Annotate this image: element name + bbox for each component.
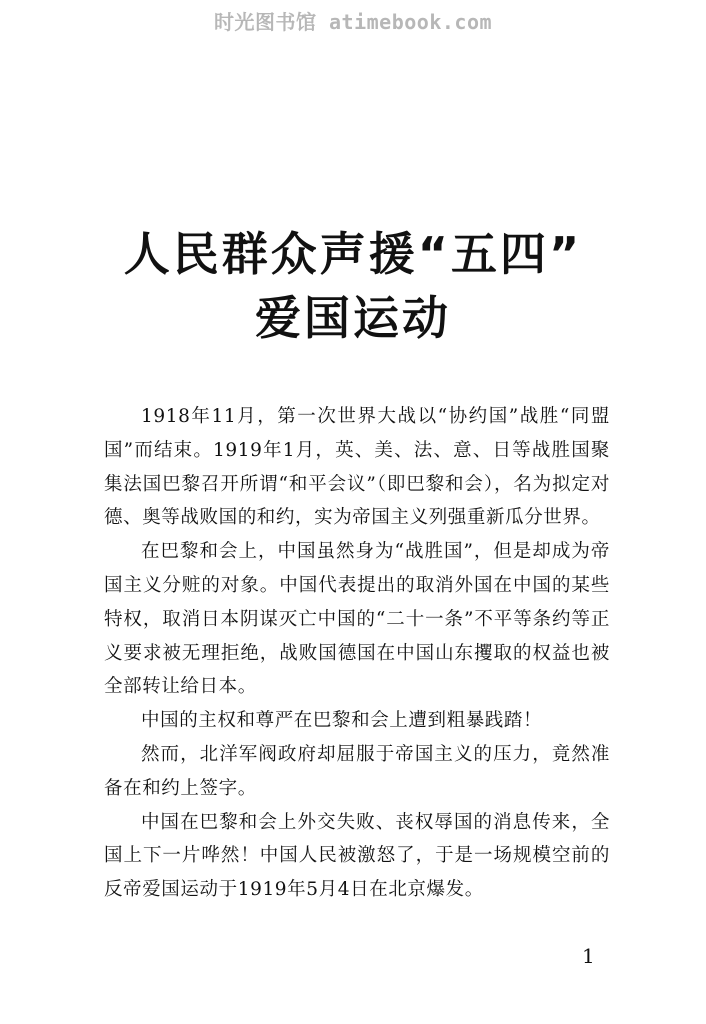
paragraph-5: 中国在巴黎和会上外交失败、丧权辱国的消息传来，全国上下一片哗然！中国人民被激怒了，于是一场规模空前的反帝爱国运动于1919年5月4日在北京爆发。 xyxy=(104,811,610,901)
body-text xyxy=(104,400,610,907)
paragraph-2: 在巴黎和会上，中国虽然身为“战胜国”，但是却成为帝国主义分赃的对象。中国代表提出的取消外国在中国的某些特权，取消日本阴谋灭亡中国的“二十一条”不平等条约等正义要求被无理拒绝，战败国德国在中国山东攫取的权益也被全部转让给日本。 xyxy=(104,541,610,698)
page-number: 1 xyxy=(582,944,595,968)
chapter-title-line-2: 爱国运动 xyxy=(255,291,451,345)
chapter-title-line-1: 人民群众声援“五四” xyxy=(123,227,583,281)
watermark: 时光图书馆 atimebook.com xyxy=(213,10,493,34)
paragraph-3: 中国的主权和尊严在巴黎和会上遭到粗暴践踏！ xyxy=(141,710,543,732)
paragraph-4: 然而，北洋军阀政府却屈服于帝国主义的压力，竟然准备在和约上签字。 xyxy=(104,743,610,799)
paragraph-1: 1918年11月，第一次世界大战以“协约国”战胜“同盟国”而结束。1919年1月，英、美、法、意、日等战胜国聚集法国巴黎召开所谓“和平会议”（即巴黎和会），名为拟定对德、奥等战败国的和约，实为帝国主义列强重新瓜分世界。 xyxy=(104,406,610,529)
